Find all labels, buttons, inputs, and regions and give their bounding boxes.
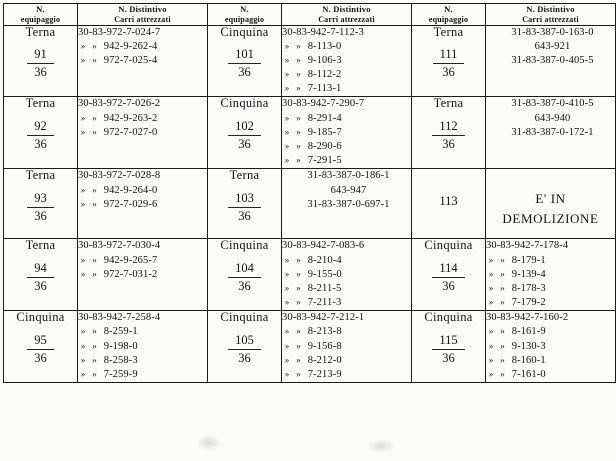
ditto-mark-icon: » — [80, 268, 86, 279]
table-header — [4, 4, 616, 26]
distinctive-number-continuation — [486, 368, 615, 382]
header-line-2: equipaggio — [20, 14, 61, 24]
ditto-mark-icon: » — [92, 126, 97, 137]
distinctive-number-value: 31-83-387-0-410-5 — [511, 98, 594, 110]
ditto-mark-icon: » — [488, 354, 494, 365]
distinctive-number-continuation — [78, 268, 207, 282]
distinctive-number-value: 9-139-4 — [511, 268, 546, 280]
ditto-mark-icon: » — [92, 368, 97, 379]
distinctive-number-value: 7-211-3 — [307, 297, 342, 309]
header-line-2: equipaggio — [428, 14, 469, 24]
crew-type-label: Terna — [229, 168, 260, 183]
distinctive-number-value: 9-130-3 — [511, 340, 546, 352]
ditto-mark-icon: » — [80, 340, 86, 351]
distinctive-number-continuation — [282, 340, 411, 354]
distinctive-number-continuation — [78, 198, 207, 212]
header-line-1: N. Distintivo — [322, 4, 371, 14]
crew-number-cell — [4, 169, 78, 239]
crew-denominator: 36 — [442, 65, 455, 80]
column-header-crew-1 — [4, 4, 78, 26]
crew-denominator: 36 — [238, 278, 251, 293]
crew-number: 93 — [27, 192, 54, 208]
distinctive-number-value: 9-185-7 — [307, 126, 342, 138]
distinctive-number-continuation — [78, 368, 207, 382]
crew-type-label: Cinquina — [220, 310, 269, 325]
crew-number-cell — [208, 311, 282, 383]
crew-denominator: 36 — [442, 136, 455, 151]
distinctive-number-value: 7-259-9 — [103, 368, 138, 380]
distinctive-number-cell — [486, 25, 616, 97]
table-row — [4, 169, 616, 239]
crew-denominator: 36 — [442, 278, 455, 293]
table-row — [4, 25, 616, 97]
distinctive-number-cell — [282, 97, 412, 169]
ditto-mark-icon: » — [296, 126, 301, 137]
ditto-mark-icon: » — [80, 198, 86, 209]
distinctive-number-continuation — [486, 296, 615, 310]
ditto-mark-icon: » — [92, 268, 97, 279]
crew-denominator: 36 — [238, 65, 251, 80]
distinctive-number-value: 972-7-027-0 — [103, 126, 158, 138]
ditto-mark-icon: » — [500, 354, 505, 365]
distinctive-number-primary: 30-83-942-7-290-7 — [282, 98, 365, 110]
ditto-mark-icon: » — [92, 340, 97, 351]
ditto-mark-icon: » — [296, 254, 301, 265]
column-header-crew-3 — [412, 4, 486, 26]
distinctive-number-value: 972-7-031-2 — [103, 268, 158, 280]
distinctive-number-value: 9-156-8 — [307, 340, 342, 352]
crew-fraction — [432, 195, 464, 210]
ditto-mark-icon: » — [80, 326, 86, 337]
distinctive-number-continuation — [282, 140, 411, 154]
crew-fraction — [432, 334, 464, 366]
distinctive-number-cell — [282, 25, 412, 97]
ditto-mark-icon: » — [92, 184, 97, 195]
distinctive-number-value: 8-259-1 — [103, 326, 138, 338]
distinctive-number-continuation — [486, 354, 615, 368]
ditto-mark-icon: » — [296, 368, 301, 379]
distinctive-number-value: 8-210-4 — [307, 254, 342, 266]
distinctive-number-cell — [78, 239, 208, 311]
crew-fraction — [27, 334, 54, 366]
ditto-mark-icon: » — [296, 40, 301, 51]
column-header-dist-1 — [78, 4, 208, 26]
crew-number: 103 — [228, 192, 261, 208]
ditto-mark-icon: » — [80, 126, 86, 137]
crew-number-cell — [412, 239, 486, 311]
ditto-mark-icon: » — [284, 155, 290, 166]
crew-fraction — [228, 192, 261, 224]
column-header-crew-2 — [208, 4, 282, 26]
ditto-mark-icon: » — [296, 340, 301, 351]
distinctive-number-value: 8-258-3 — [103, 354, 138, 366]
ditto-mark-icon: » — [80, 112, 86, 123]
distinctive-number-continuation — [282, 154, 411, 168]
crew-number: 102 — [228, 120, 261, 136]
crew-number: 101 — [228, 48, 261, 64]
distinctive-number-value: 8-161-9 — [511, 326, 546, 338]
crew-type-label: Cinquina — [220, 96, 269, 111]
column-header-dist-3 — [486, 4, 616, 26]
distinctive-number-cell — [78, 311, 208, 383]
header-row — [4, 4, 616, 26]
distinctive-number-continuation — [78, 340, 207, 354]
crew-fraction — [433, 48, 465, 80]
crew-number: 112 — [432, 120, 464, 136]
distinctive-number-primary: 30-83-972-7-024-7 — [78, 26, 161, 38]
distinctive-number-cell — [282, 311, 412, 383]
scanned-page — [0, 3, 616, 461]
ditto-mark-icon: » — [296, 54, 301, 65]
crew-denominator: 36 — [34, 350, 47, 365]
ditto-mark-icon: » — [296, 326, 301, 337]
distinctive-number-value: 942-9-265-7 — [103, 254, 158, 266]
header-line-1: N. Distintivo — [526, 4, 575, 14]
distinctive-number-cell — [282, 239, 412, 311]
distinctive-number-cell — [486, 239, 616, 311]
crew-type-label: Cinquina — [220, 24, 269, 39]
distinctive-number-continuation — [78, 184, 207, 198]
distinctive-number-cell — [78, 97, 208, 169]
crew-denominator: 36 — [34, 65, 47, 80]
ditto-mark-icon: » — [488, 297, 494, 308]
crew-fraction — [432, 120, 464, 152]
distinctive-number-value: 972-7-029-6 — [103, 198, 158, 210]
distinctive-number-primary: 30-83-942-7-178-4 — [486, 240, 569, 252]
distinctive-number-value: 643-940 — [534, 112, 571, 124]
distinctive-number-cell — [78, 169, 208, 239]
distinctive-number-value: 31-83-387-0-163-0 — [511, 26, 594, 38]
distinctive-number-value: 972-7-025-4 — [103, 54, 158, 66]
ditto-mark-icon: » — [284, 326, 290, 337]
crew-fraction — [228, 48, 261, 80]
distinctive-number-continuation — [282, 126, 411, 140]
distinctive-number-value: 8-179-1 — [511, 254, 546, 266]
distinctive-number-value: 31-83-387-0-697-1 — [307, 198, 390, 210]
ditto-mark-icon: » — [500, 268, 505, 279]
ditto-mark-icon: » — [92, 198, 97, 209]
distinctive-number-cell — [282, 169, 412, 239]
distinctive-number-continuation — [78, 325, 207, 339]
distinctive-number-continuation — [282, 112, 411, 126]
status-note-cell — [486, 169, 616, 239]
column-header-dist-2 — [282, 4, 412, 26]
crew-fraction — [27, 48, 54, 80]
ditto-mark-icon: » — [500, 297, 505, 308]
crew-type-label: Cinquina — [424, 310, 473, 325]
distinctive-number-value: 942-9-264-0 — [103, 184, 158, 196]
ditto-mark-icon: » — [284, 141, 290, 151]
crew-number: 104 — [228, 262, 261, 278]
distinctive-number-value: 8-160-1 — [511, 354, 546, 366]
crew-number-cell — [412, 25, 486, 97]
ditto-mark-icon: » — [284, 40, 290, 51]
crew-number-cell — [4, 25, 78, 97]
ditto-mark-icon: » — [284, 340, 290, 351]
table-body — [4, 25, 616, 382]
ditto-mark-icon: » — [284, 297, 290, 308]
header-line-2: Carri attrezzati — [318, 14, 375, 24]
distinctive-number-continuation — [78, 126, 207, 140]
header-line-2: Carri attrezzati — [522, 14, 579, 24]
distinctive-number-value: 8-211-5 — [307, 282, 342, 294]
crew-denominator: 36 — [238, 136, 251, 151]
distinctive-number-continuation — [486, 268, 615, 282]
crew-fraction — [27, 120, 54, 152]
crew-denominator: 36 — [238, 350, 251, 365]
distinctive-number-continuation — [282, 82, 411, 96]
distinctive-number-value: 8-291-4 — [307, 112, 342, 124]
ditto-mark-icon: » — [296, 155, 301, 166]
distinctive-number-value: 8-212-0 — [307, 354, 342, 366]
crew-number: 111 — [433, 48, 465, 64]
distinctive-number-cell — [486, 311, 616, 383]
crew-number: 113 — [439, 194, 458, 209]
crew-number: 114 — [432, 262, 464, 278]
crew-fraction — [432, 262, 464, 294]
distinctive-number-continuation — [78, 254, 207, 268]
ditto-mark-icon: » — [296, 268, 301, 279]
crew-type-label: Cinquina — [424, 238, 473, 253]
crew-number: 115 — [432, 334, 464, 350]
crew-fraction — [27, 262, 54, 294]
distinctive-number-value: 7-291-5 — [307, 155, 342, 167]
distinctive-number-continuation — [282, 68, 411, 82]
distinctive-number-value: 7-161-0 — [511, 368, 546, 380]
crew-number-cell — [208, 169, 282, 239]
ditto-mark-icon: » — [92, 40, 97, 51]
distinctive-number-value: 8-178-3 — [511, 282, 546, 294]
distinctive-number-continuation — [282, 282, 411, 296]
distinctive-number-primary: 30-83-942-7-258-4 — [78, 312, 161, 324]
distinctive-number-value: 643-947 — [330, 184, 367, 196]
distinctive-number-continuation — [282, 368, 411, 382]
distinctive-number-continuation — [78, 54, 207, 68]
crew-type-label: Terna — [25, 238, 56, 253]
ditto-mark-icon: » — [488, 268, 494, 279]
ditto-mark-icon: » — [296, 354, 301, 365]
ditto-mark-icon: » — [284, 83, 290, 94]
ditto-mark-icon: » — [80, 54, 86, 65]
distinctive-number-continuation — [486, 254, 615, 268]
ditto-mark-icon: » — [92, 354, 97, 365]
crew-type-label: Terna — [25, 24, 56, 39]
distinctive-number-value: 9-106-3 — [307, 54, 342, 66]
distinctive-number-value: 31-83-387-0-186-1 — [307, 170, 390, 182]
ditto-mark-icon: » — [500, 340, 505, 351]
distinctive-number-value: 942-9-262-4 — [103, 40, 158, 52]
header-line-1: N. — [240, 4, 249, 14]
distinctive-number-primary: 30-83-942-7-212-1 — [282, 312, 365, 324]
distinctive-number-primary: 30-83-942-7-112-3 — [282, 26, 364, 38]
header-line-1: N. — [444, 4, 453, 14]
ditto-mark-icon: » — [92, 112, 97, 123]
distinctive-number-value: 9-155-0 — [307, 268, 342, 280]
distinctive-number-primary: 30-83-972-7-026-2 — [78, 98, 161, 110]
ditto-mark-icon: » — [296, 83, 301, 94]
crew-number: 105 — [228, 334, 261, 350]
crew-type-label: Cinquina — [220, 238, 269, 253]
crew-type-label: Terna — [433, 96, 464, 111]
crew-type-label: Cinquina — [16, 310, 65, 325]
distinctive-number-continuation — [486, 325, 615, 339]
crew-denominator: 36 — [34, 136, 47, 151]
crew-number: 94 — [27, 262, 54, 278]
distinctive-number-continuation — [282, 54, 411, 68]
crew-fraction — [228, 334, 261, 366]
ditto-mark-icon: » — [296, 282, 301, 293]
distinctive-number-continuation — [282, 40, 411, 54]
ditto-mark-icon: » — [284, 254, 290, 265]
ditto-mark-icon: » — [80, 368, 86, 379]
distinctive-number-primary: 30-83-942-7-083-6 — [282, 240, 365, 252]
ditto-mark-icon: » — [296, 297, 301, 308]
distinctive-number-value: 8-290-6 — [307, 141, 342, 152]
ditto-mark-icon: » — [284, 354, 290, 365]
distinctive-number-continuation — [78, 40, 207, 54]
crew-fraction — [27, 192, 54, 224]
crew-number-cell — [412, 169, 486, 239]
distinctive-number-value: 7-113-1 — [307, 83, 342, 95]
ditto-mark-icon: » — [92, 254, 97, 265]
distinctive-number-continuation — [282, 354, 411, 368]
header-line-2: Carri attrezzati — [114, 14, 171, 24]
ditto-mark-icon: » — [92, 326, 97, 337]
crew-denominator: 36 — [34, 278, 47, 293]
crew-number: 95 — [27, 334, 54, 350]
header-line-1: N. — [36, 4, 45, 14]
crew-number-cell — [208, 25, 282, 97]
ditto-mark-icon: » — [488, 254, 494, 265]
ditto-mark-icon: » — [500, 326, 505, 337]
distinctive-number-value: 8-213-8 — [307, 326, 342, 338]
crew-number: 91 — [27, 48, 54, 64]
crew-number-cell — [208, 97, 282, 169]
ditto-mark-icon: » — [296, 141, 301, 151]
ditto-mark-icon: » — [296, 112, 301, 123]
crew-number-cell — [412, 311, 486, 383]
distinctive-number-continuation — [78, 112, 207, 126]
crew-denominator: 36 — [34, 208, 47, 223]
status-note-line-1: E' IN — [535, 191, 566, 207]
header-line-2: equipaggio — [224, 14, 265, 24]
crew-fraction — [228, 120, 261, 152]
distinctive-number-continuation — [282, 296, 411, 310]
ditto-mark-icon: » — [80, 354, 86, 365]
ditto-mark-icon: » — [284, 54, 290, 65]
ink-smudge — [366, 439, 396, 453]
distinctive-number-value: 8-112-2 — [307, 69, 342, 81]
distinctive-number-value: 31-83-387-0-172-1 — [511, 126, 594, 138]
header-line-1: N. Distintivo — [118, 4, 167, 14]
distinctive-number-continuation — [78, 354, 207, 368]
distinctive-number-primary: 30-83-972-7-028-8 — [78, 170, 161, 182]
distinctive-number-value: 8-113-0 — [307, 40, 342, 52]
distinctive-number-continuation — [486, 282, 615, 296]
distinctive-number-value: 942-9-263-2 — [103, 112, 158, 124]
crew-number-cell — [4, 97, 78, 169]
distinctive-number-continuation — [282, 325, 411, 339]
ditto-mark-icon: » — [500, 254, 505, 265]
crew-type-label: Terna — [25, 168, 56, 183]
crew-number-cell — [4, 239, 78, 311]
crew-number-cell — [208, 239, 282, 311]
table-row — [4, 311, 616, 383]
distinctive-number-value: 9-198-0 — [103, 340, 138, 352]
distinctive-number-cell — [486, 97, 616, 169]
ditto-mark-icon: » — [80, 184, 86, 195]
distinctive-number-value: 7-179-2 — [511, 297, 546, 309]
ditto-mark-icon: » — [488, 340, 494, 351]
crew-denominator: 36 — [442, 350, 455, 365]
ditto-mark-icon: » — [284, 126, 290, 137]
distinctive-number-continuation — [282, 254, 411, 268]
distinctive-number-value: 7-213-9 — [307, 368, 342, 380]
register-table — [3, 3, 616, 383]
ditto-mark-icon: » — [284, 282, 290, 293]
ditto-mark-icon: » — [284, 368, 290, 379]
distinctive-number-cell — [78, 25, 208, 97]
status-note-line-2: DEMOLIZIONE — [502, 210, 599, 226]
distinctive-number-continuation — [282, 268, 411, 282]
crew-fraction — [228, 262, 261, 294]
distinctive-number-primary: 30-83-972-7-030-4 — [78, 240, 161, 252]
distinctive-number-value: 31-83-387-0-405-5 — [511, 54, 594, 66]
crew-number-cell — [412, 97, 486, 169]
ink-smudge — [196, 435, 222, 451]
ditto-mark-icon: » — [488, 326, 494, 337]
crew-type-label: Terna — [433, 24, 464, 39]
crew-number-cell — [4, 311, 78, 383]
distinctive-number-value: 643-921 — [534, 40, 571, 52]
ditto-mark-icon: » — [488, 282, 494, 293]
ditto-mark-icon: » — [296, 69, 301, 80]
ditto-mark-icon: » — [80, 40, 86, 51]
ditto-mark-icon: » — [284, 69, 290, 80]
table-row — [4, 239, 616, 311]
ditto-mark-icon: » — [500, 368, 505, 379]
distinctive-number-continuation — [486, 340, 615, 354]
ditto-mark-icon: » — [284, 112, 290, 123]
distinctive-number-primary: 30-83-942-7-160-2 — [486, 312, 569, 324]
ditto-mark-icon: » — [92, 54, 97, 65]
ditto-mark-icon: » — [284, 268, 290, 279]
ditto-mark-icon: » — [80, 254, 86, 265]
ditto-mark-icon: » — [500, 282, 505, 293]
crew-denominator: 36 — [238, 208, 251, 223]
ditto-mark-icon: » — [488, 368, 494, 379]
table-row — [4, 97, 616, 169]
crew-number: 92 — [27, 120, 54, 136]
crew-type-label: Terna — [25, 96, 56, 111]
